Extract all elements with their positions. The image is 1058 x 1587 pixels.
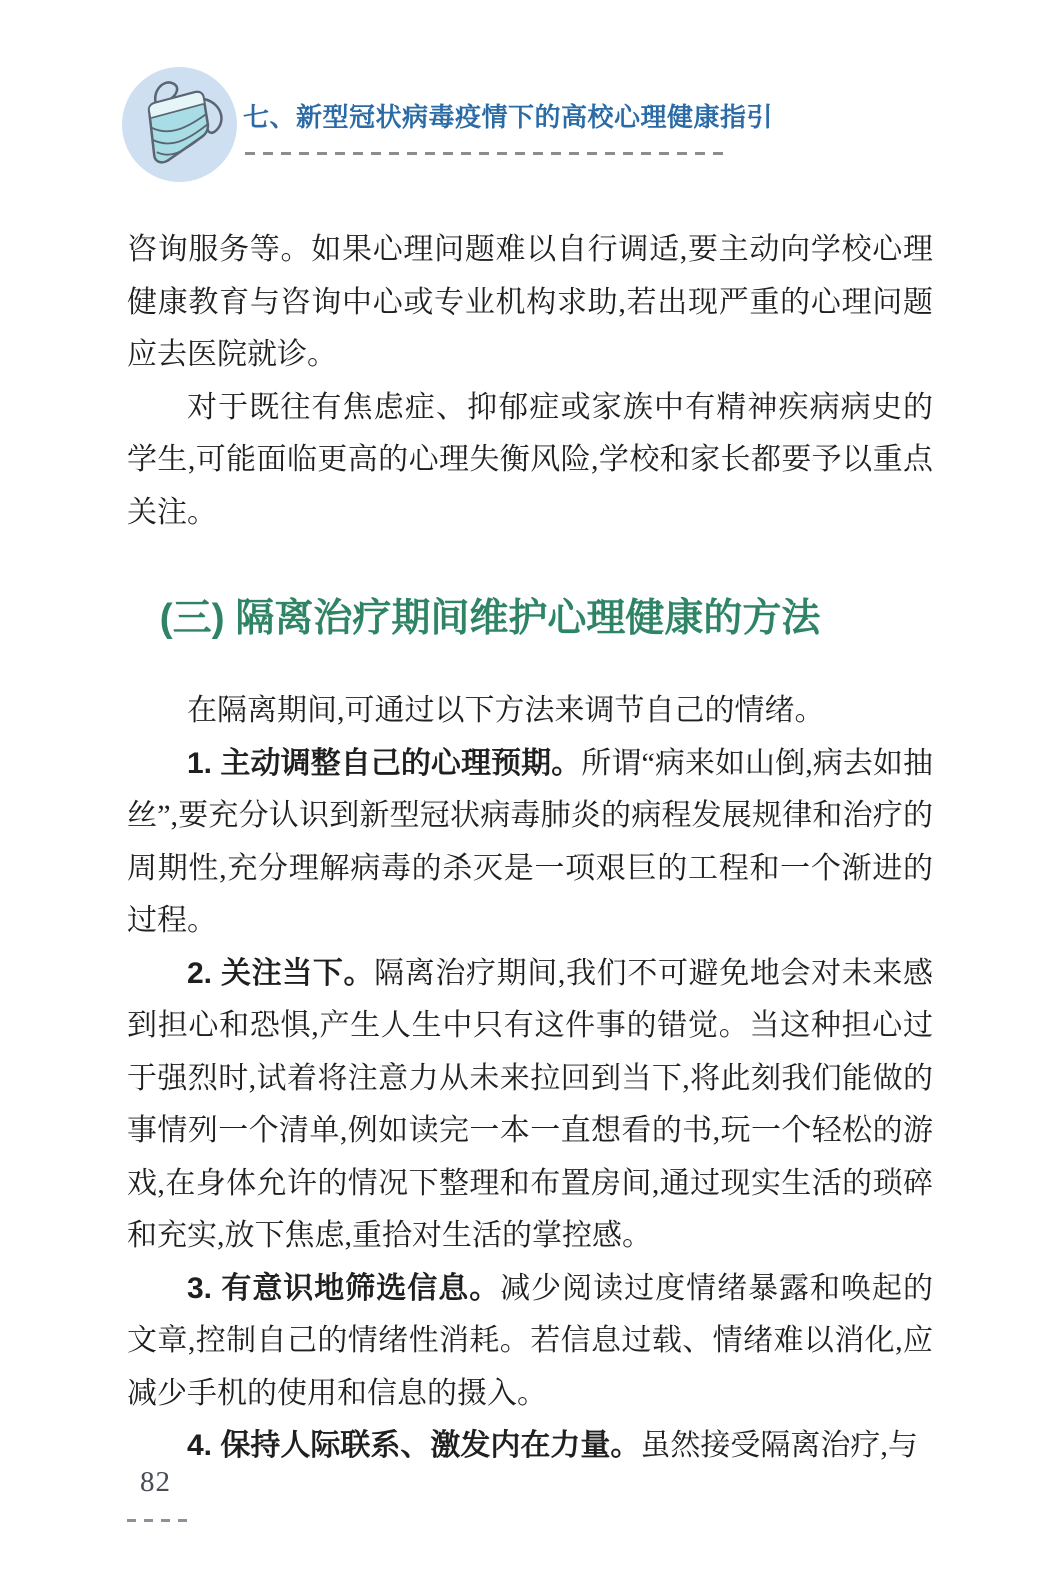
paragraph-text: 隔离治疗期间,我们不可避免地会对未来感到担心和恐惧,产生人生中只有这件事的错觉。当这种担心过于强烈时,试着将注意力从未来拉回到当下,将此刻我们能做的事情列一个清单,例如读完一本一直想看的书,玩一个轻松的游戏,在身体允许的情况下整理和布置房间,通过现实生活的琐碎和充实,放下焦虑,重拾对生活的掌控感。 <box>127 956 933 1252</box>
method-3-lead: 3. 有意识地筛选信息。 <box>187 1271 501 1305</box>
paragraph-method-intro <box>127 685 933 738</box>
page-number: 82 <box>140 1466 171 1498</box>
header-dashed-divider <box>245 152 723 155</box>
paragraph-text: 在隔离期间,可通过以下方法来调节自己的情绪。 <box>187 694 825 727</box>
paragraph-text: 减少阅读过度情绪暴露和唤起的文章,控制自己的情绪性消耗。若信息过载、情绪难以消化,应减少手机的使用和信息的摄入。 <box>127 1271 933 1410</box>
method-2-lead: 2. 关注当下。 <box>187 956 375 990</box>
paragraph-method-2 <box>127 948 933 1263</box>
paragraph-method-3 <box>127 1263 933 1421</box>
paragraph-text: 虽然接受隔离治疗,与 <box>640 1429 918 1462</box>
section-heading: (三) 隔离治疗期间维护心理健康的方法 <box>159 597 821 640</box>
method-1-lead: 1. 主动调整自己的心理预期。 <box>187 746 582 780</box>
chapter-title: 七、新型冠状病毒疫情下的高校心理健康指引 <box>243 102 774 132</box>
paragraph-method-4 <box>127 1420 933 1473</box>
face-mask-icon <box>121 66 238 183</box>
footer-dashed-divider <box>127 1519 193 1522</box>
paragraph-intro-1: 咨询服务等。如果心理问题难以自行调适,要主动向学校心理健康教育与咨询中心或专业机构求助,若出现严重的心理问题应去医院就诊。 <box>127 233 933 371</box>
paragraph-method-1 <box>127 738 933 948</box>
paragraph-text: 所谓“病来如山倒,病去如抽丝”,要充分认识到新型冠状病毒肺炎的病程发展规律和治疗的周期性,充分理解病毒的杀灭是一项艰巨的工程和一个渐进的过程。 <box>127 746 933 937</box>
paragraph-intro-2: 对于既往有焦虑症、抑郁症或家族中有精神疾病病史的学生,可能面临更高的心理失衡风险,学校和家长都要予以重点关注。 <box>127 390 933 529</box>
page-body <box>127 224 933 1473</box>
method-4-lead: 4. 保持人际联系、激发内在力量。 <box>187 1429 641 1462</box>
